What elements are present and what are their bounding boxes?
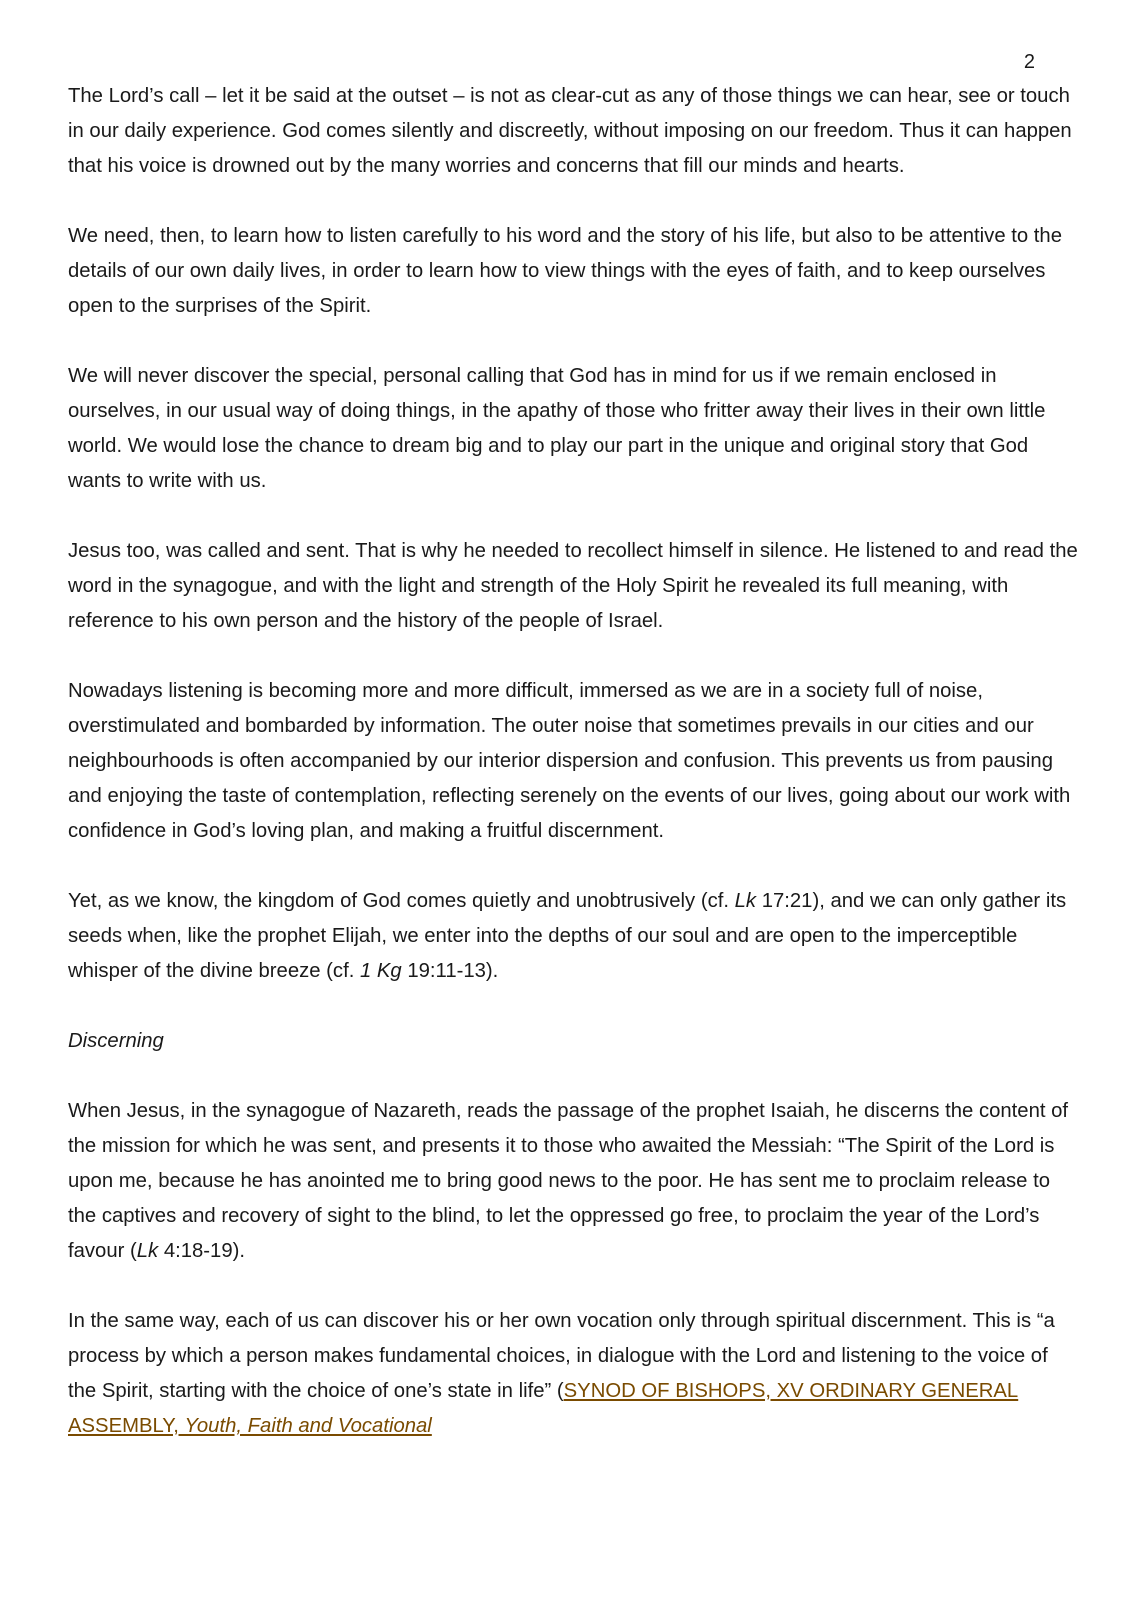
synod-link-text: SYNOD OF BISHOPS, XV ORDINARY GENERAL ASSEMBLY, [68,1380,1019,1437]
scripture-ref-luke: Lk [734,890,757,912]
paragraph-7-text-a: When Jesus, in the synagogue of Nazareth, reads the passage of the prophet Isaiah, he discerns the content of the mission for which he was sent, and presents it to those who awaited the Messiah: “The Spirit of the Lord is upon me, because he has anointed me to bring good news to the poor. He has sent me to proclaim release to the captives and recovery of sight to the blind, to let the oppressed go free, to proclaim the year of the Lord’s favour ( [68,1100,1069,1262]
scripture-ref-kings: 1 Kg [359,960,402,982]
page-number: 2 [1023,51,1035,73]
paragraph-4: Jesus too, was called and sent. That is why he needed to recollect himself in silence. He listened to and read the word in the synagogue, and with the light and strength of the Holy Spirit he revealed its full meaning, with reference to his own person and the history of the people of Israel. [68,540,1078,632]
paragraph-6-text-a: Yet, as we know, the kingdom of God comes quietly and unobtrusively (cf. [68,890,735,912]
document-body [68,79,1078,1479]
paragraph-6-text-b: 17:21), and we can only gather its seeds when, like the prophet Elijah, we enter into the depths of our soul and are open to the imperceptible whisper of the divine breeze (cf. [68,890,1067,982]
paragraph-1: The Lord’s call – let it be said at the outset – is not as clear-cut as any of those things we can hear, see or touch in our daily experience. God comes silently and discreetly, without imposing on our freedom. Thus it can happen that his voice is drowned out by the many worries and concerns that fill our minds and hearts. [68,85,1072,177]
paragraph-2: We need, then, to learn how to listen carefully to his word and the story of his life, but also to be attentive to the details of our own daily lives, in order to learn how to view things with the eyes of faith, and to keep ourselves open to the surprises of the Spirit. [68,225,1062,317]
section-heading: Discerning [68,1030,164,1052]
synod-link-title: Youth, Faith and Vocational [184,1415,432,1437]
scripture-ref-luke-2: Lk [136,1240,159,1262]
paragraph-3: We will never discover the special, personal calling that God has in mind for us if we remain enclosed in ourselves, in our usual way of doing things, in the apathy of those who fritter away their lives in their own little world. We would lose the chance to dream big and to play our part in the unique and original story that God wants to write with us. [68,365,1046,492]
paragraph-6-text-c: 19:11-13). [401,960,499,982]
paragraph-8-text: In the same way, each of us can discover his or her own vocation only through spiritual discernment. This is “a process by which a person makes fundamental choices, in dialogue with the Lord and listening to the voice of the Spirit, starting with the choice of one’s state in life” ( [68,1310,1055,1402]
paragraph-8 [68,1304,1078,1444]
paragraph-6 [68,884,1078,989]
paragraph-7-text-b: 4:18-19). [158,1240,245,1262]
paragraph-7 [68,1094,1078,1269]
paragraph-5: Nowadays listening is becoming more and more difficult, immersed as we are in a society full of noise, overstimulated and bombarded by information. The outer noise that sometimes prevails in our cities and our neighbourhoods is often accompanied by our interior dispersion and confusion. This prevents us from pausing and enjoying the taste of contemplation, reflecting serenely on the events of our lives, going about our work with confidence in God’s loving plan, and making a fruitful discernment. [68,680,1071,842]
